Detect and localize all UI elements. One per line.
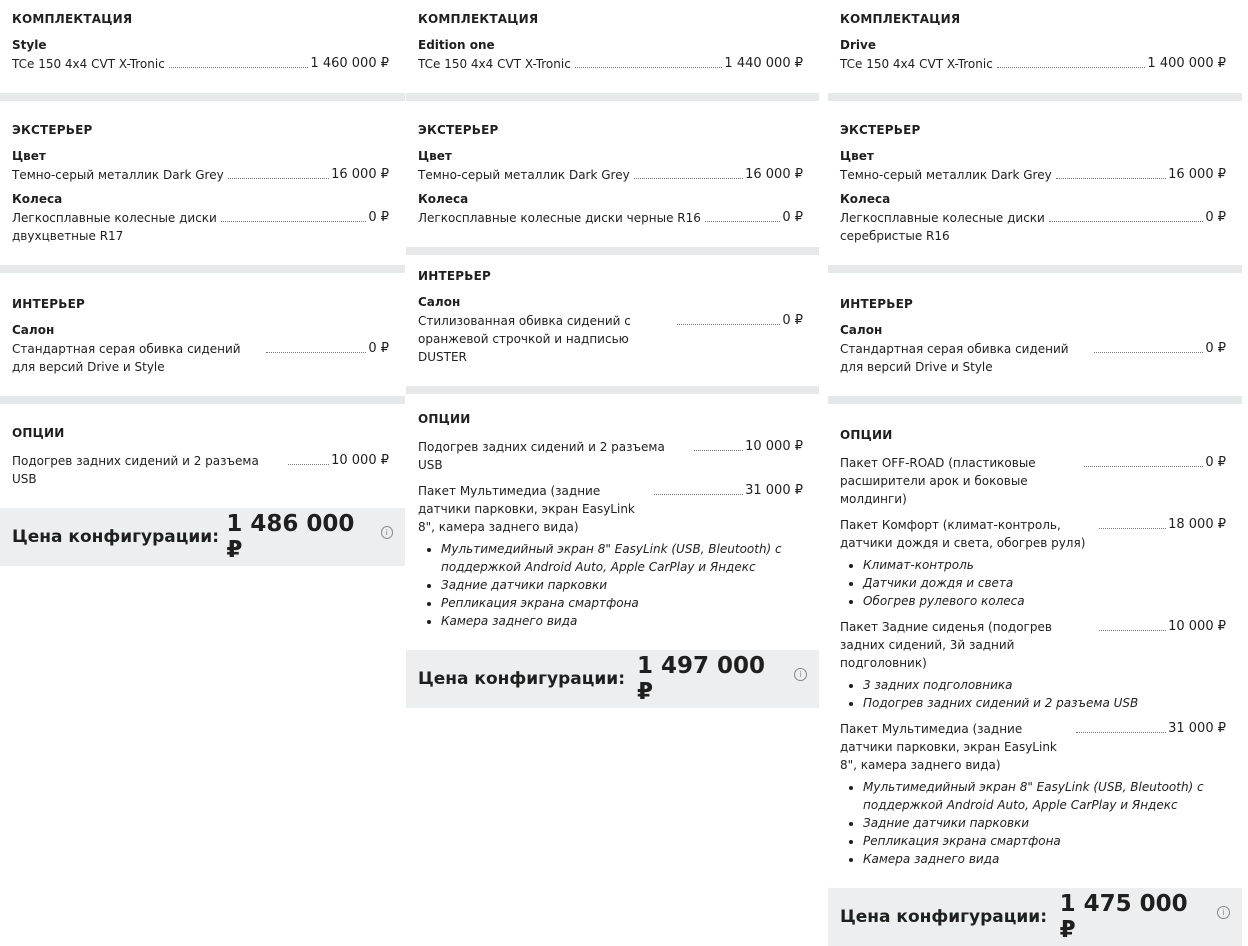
engine-label: TCe 150 4x4 CVT X-Tronic bbox=[12, 57, 165, 71]
separator bbox=[0, 396, 405, 404]
trim-name: Drive bbox=[840, 38, 876, 52]
price-value: 31 000 ₽ bbox=[745, 483, 803, 498]
price-value: 0 ₽ bbox=[1205, 455, 1226, 470]
price-value: 1 440 000 ₽ bbox=[724, 56, 803, 71]
price-value: 0 ₽ bbox=[1205, 341, 1226, 356]
total-value: 1 486 000 ₽ bbox=[226, 511, 355, 563]
feature-list bbox=[840, 676, 1226, 712]
section-title: ОПЦИИ bbox=[12, 426, 65, 440]
option-row bbox=[12, 452, 389, 488]
price-value: 16 000 ₽ bbox=[745, 167, 803, 182]
price-row bbox=[840, 209, 1226, 245]
price-value: 0 ₽ bbox=[368, 341, 389, 356]
section-title: ЭКСТЕРЬЕР bbox=[418, 123, 499, 137]
group-title: Колеса bbox=[418, 192, 469, 206]
list-item: • Камера заднего вида bbox=[441, 612, 803, 630]
exterior-section bbox=[828, 101, 1242, 265]
trim-section bbox=[406, 0, 819, 93]
price-value: 0 ₽ bbox=[1205, 210, 1226, 225]
section-title: КОМПЛЕКТАЦИЯ bbox=[418, 12, 539, 26]
color-label: Темно-серый металлик Dark Grey bbox=[12, 168, 224, 182]
price-value: 10 000 ₽ bbox=[1168, 619, 1226, 634]
engine-label: TCe 150 4x4 CVT X-Tronic bbox=[840, 57, 993, 71]
dot-leader bbox=[1099, 516, 1166, 529]
dot-leader bbox=[288, 452, 329, 465]
list-item: • Климат-контроль bbox=[863, 556, 1226, 574]
section-title: ИНТЕРЬЕР bbox=[418, 269, 492, 283]
list-item: • 3 задних подголовника bbox=[863, 676, 1226, 694]
price-value: 16 000 ₽ bbox=[331, 167, 389, 182]
option-row bbox=[840, 516, 1226, 552]
trim-section bbox=[0, 0, 405, 93]
total-label: Цена конфигурации: bbox=[840, 907, 1048, 927]
option-row bbox=[840, 720, 1226, 774]
trim-name: Edition one bbox=[418, 38, 495, 52]
section-title: КОМПЛЕКТАЦИЯ bbox=[840, 12, 961, 26]
list-item: • Задние датчики парковки bbox=[863, 814, 1226, 832]
dot-leader bbox=[1056, 166, 1166, 179]
section-title: ИНТЕРЬЕР bbox=[12, 297, 86, 311]
feature-list bbox=[840, 556, 1226, 610]
total-value: 1 497 000 ₽ bbox=[637, 653, 766, 705]
total-label: Цена конфигурации: bbox=[418, 669, 626, 689]
exterior-section bbox=[0, 101, 405, 265]
price-value: 10 000 ₽ bbox=[745, 439, 803, 454]
list-item: • Датчики дождя и света bbox=[863, 574, 1226, 592]
trim-section bbox=[828, 0, 1242, 93]
info-icon[interactable]: i bbox=[1217, 906, 1230, 919]
salon-label: Стилизованная обивка сидений с оранжевой строчкой и надписью DUSTER bbox=[418, 314, 631, 364]
price-value: 0 ₽ bbox=[782, 210, 803, 225]
price-row bbox=[12, 209, 389, 245]
color-label: Темно-серый металлик Dark Grey bbox=[840, 168, 1052, 182]
section-title: КОМПЛЕКТАЦИЯ bbox=[12, 12, 133, 26]
dot-leader bbox=[228, 166, 329, 179]
price-value: 0 ₽ bbox=[368, 210, 389, 225]
dot-leader bbox=[1076, 720, 1166, 733]
option-label: Пакет Задние сиденья (подогрев задних сидений, 3й задний подголовник) bbox=[840, 620, 1052, 670]
separator bbox=[406, 386, 819, 394]
list-item: • Камера заднего вида bbox=[863, 850, 1226, 868]
price-value: 18 000 ₽ bbox=[1168, 517, 1226, 532]
dot-leader bbox=[705, 209, 780, 222]
price-row bbox=[418, 312, 803, 366]
options-section bbox=[406, 394, 819, 650]
price-row bbox=[418, 166, 803, 184]
list-item: • Репликация экрана смартфона bbox=[863, 832, 1226, 850]
dot-leader bbox=[1049, 209, 1203, 222]
list-item: • Обогрев рулевого колеса bbox=[863, 592, 1226, 610]
price-row bbox=[418, 209, 803, 227]
salon-label: Стандартная серая обивка сидений для версий Drive и Style bbox=[12, 342, 241, 374]
price-value: 10 000 ₽ bbox=[331, 453, 389, 468]
dot-leader bbox=[169, 55, 309, 68]
group-title: Цвет bbox=[12, 149, 46, 163]
separator bbox=[828, 93, 1242, 101]
wheels-label: Легкосплавные колесные диски серебристые R16 bbox=[840, 211, 1045, 243]
separator bbox=[828, 396, 1242, 404]
section-title: ИНТЕРЬЕР bbox=[840, 297, 914, 311]
options-section bbox=[828, 404, 1242, 888]
price-value: 0 ₽ bbox=[782, 313, 803, 328]
dot-leader bbox=[221, 209, 366, 222]
feature-list bbox=[840, 778, 1226, 868]
dot-leader bbox=[575, 55, 723, 68]
group-title: Колеса bbox=[12, 192, 63, 206]
dot-leader bbox=[1094, 340, 1203, 353]
price-value: 31 000 ₽ bbox=[1168, 721, 1226, 736]
interior-section bbox=[406, 255, 819, 386]
section-title: ЭКСТЕРЬЕР bbox=[12, 123, 93, 137]
total-label: Цена конфигурации: bbox=[12, 527, 220, 547]
group-title: Колеса bbox=[840, 192, 891, 206]
config-column-style bbox=[0, 0, 405, 566]
price-row bbox=[840, 166, 1226, 184]
separator bbox=[828, 265, 1242, 273]
price-value: 1 400 000 ₽ bbox=[1147, 56, 1226, 71]
options-section bbox=[0, 404, 405, 508]
dot-leader bbox=[654, 482, 743, 495]
exterior-section bbox=[406, 101, 819, 247]
feature-list bbox=[418, 540, 803, 630]
dot-leader bbox=[694, 438, 743, 451]
option-row bbox=[418, 482, 803, 536]
option-label: Пакет Комфорт (климат-контроль, датчики дождя и света, обогрев руля) bbox=[840, 518, 1086, 550]
option-row bbox=[840, 454, 1226, 508]
list-item: • Мультимедийный экран 8" EasyLink (USB, Bleutooth) с поддержкой Android Auto, Apple CarPlay и Яндекс bbox=[863, 778, 1226, 814]
total-price-bar bbox=[406, 650, 819, 708]
list-item: • Задние датчики парковки bbox=[441, 576, 803, 594]
option-row bbox=[840, 618, 1226, 672]
info-icon[interactable]: i bbox=[794, 668, 807, 681]
list-item: • Репликация экрана смартфона bbox=[441, 594, 803, 612]
dot-leader bbox=[677, 312, 780, 325]
config-column-drive bbox=[828, 0, 1242, 946]
section-title: ОПЦИИ bbox=[840, 428, 893, 442]
price-row bbox=[12, 55, 389, 73]
price-row bbox=[840, 55, 1226, 73]
info-icon[interactable]: i bbox=[381, 526, 393, 539]
separator bbox=[406, 247, 819, 255]
trim-name: Style bbox=[12, 38, 47, 52]
total-value: 1 475 000 ₽ bbox=[1059, 891, 1188, 943]
config-column-edition-one bbox=[406, 0, 819, 708]
price-row bbox=[12, 340, 389, 376]
section-title: ЭКСТЕРЬЕР bbox=[840, 123, 921, 137]
interior-section bbox=[0, 273, 405, 396]
dot-leader bbox=[1099, 618, 1166, 631]
group-title: Салон bbox=[840, 323, 883, 337]
engine-label: TCe 150 4x4 CVT X-Tronic bbox=[418, 57, 571, 71]
separator bbox=[0, 93, 405, 101]
option-label: Пакет Мультимедиа (задние датчики парковки, экран EasyLink 8", камера заднего вида) bbox=[418, 484, 635, 534]
dot-leader bbox=[266, 340, 366, 353]
group-title: Салон bbox=[418, 295, 461, 309]
color-label: Темно-серый металлик Dark Grey bbox=[418, 168, 630, 182]
dot-leader bbox=[634, 166, 743, 179]
group-title: Цвет bbox=[418, 149, 452, 163]
price-value: 16 000 ₽ bbox=[1168, 167, 1226, 182]
option-label: Пакет OFF-ROAD (пластиковые расширители арок и боковые молдинги) bbox=[840, 456, 1036, 506]
section-title: ОПЦИИ bbox=[418, 412, 471, 426]
total-price-bar bbox=[0, 508, 405, 566]
price-row bbox=[840, 340, 1226, 376]
group-title: Салон bbox=[12, 323, 55, 337]
option-row bbox=[418, 438, 803, 474]
option-label: Пакет Мультимедиа (задние датчики парковки, экран EasyLink 8", камера заднего вида) bbox=[840, 722, 1057, 772]
option-label: Подогрев задних сидений и 2 разъема USB bbox=[12, 454, 259, 486]
price-value: 1 460 000 ₽ bbox=[310, 56, 389, 71]
separator bbox=[0, 265, 405, 273]
wheels-label: Легкосплавные колесные диски черные R16 bbox=[418, 211, 701, 225]
price-row bbox=[12, 166, 389, 184]
total-price-bar bbox=[828, 888, 1242, 946]
dot-leader bbox=[1084, 454, 1203, 467]
price-row bbox=[418, 55, 803, 73]
separator bbox=[406, 93, 819, 101]
dot-leader bbox=[997, 55, 1146, 68]
salon-label: Стандартная серая обивка сидений для версий Drive и Style bbox=[840, 342, 1069, 374]
list-item: • Мультимедийный экран 8" EasyLink (USB, Bleutooth) с поддержкой Android Auto, Apple CarPlay и Яндекс bbox=[441, 540, 803, 576]
option-label: Подогрев задних сидений и 2 разъема USB bbox=[418, 440, 665, 472]
wheels-label: Легкосплавные колесные диски двухцветные R17 bbox=[12, 211, 217, 243]
group-title: Цвет bbox=[840, 149, 874, 163]
interior-section bbox=[828, 273, 1242, 396]
list-item: • Подогрев задних сидений и 2 разъема USB bbox=[863, 694, 1226, 712]
